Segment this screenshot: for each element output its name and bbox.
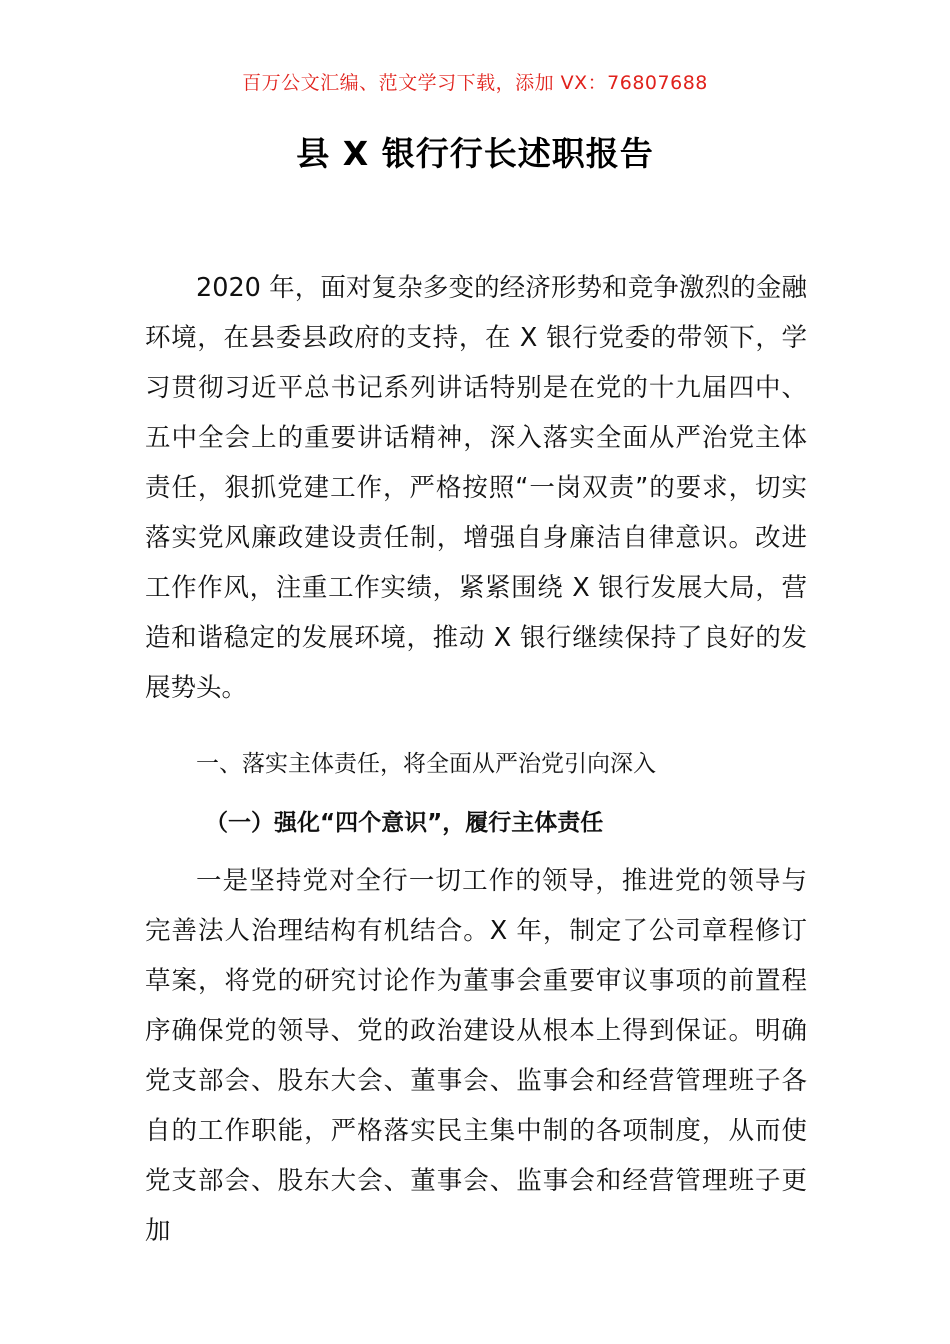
intro-paragraph: 2020 年，面对复杂多变的经济形势和竞争激烈的金融环境，在县委县政府的支持，在 X 银行党委的带领下，学习贯彻习近平总书记系列讲话特别是在党的十九届四中、五中全会上的重要讲话精神，深入落实全面从严治党主体责任，狠抓党建工作，严格按照“一岗双责”的要求，切实落实党风廉政建设责任制，增强自身廉洁自律意识。改进工作作风，注重工作实绩，紧紧围绕 X 银行发展大局，营造和谐稳定的发展环境，推动 X 银行继续保持了良好的发展势头。: [145, 273, 807, 703]
body-paragraph-1: 一是坚持党对全行一切工作的领导，推进党的领导与完善法人治理结构有机结合。X 年，制定了公司章程修订草案，将党的研究讨论作为董事会重要审议事项的前置程序确保党的领导、党的政治建设从根本上得到保证。明确党支部会、股东大会、董事会、监事会和经营管理班子各自的工作职能，严格落实民主集中制的各项制度，从而使党支部会、股东大会、董事会、监事会和经营管理班子更加: [145, 866, 807, 1246]
document-body: [145, 263, 807, 1256]
section-heading-1: 一、落实主体责任，将全面从严治党引向深入: [196, 751, 656, 777]
document-title: 县 X 银行行长述职报告: [296, 134, 654, 173]
watermark-header: 百万公文汇编、范文学习下载，添加 VX：76807688: [242, 72, 708, 94]
subsection-heading-1: （一）强化“四个意识”，履行主体责任: [205, 810, 604, 836]
